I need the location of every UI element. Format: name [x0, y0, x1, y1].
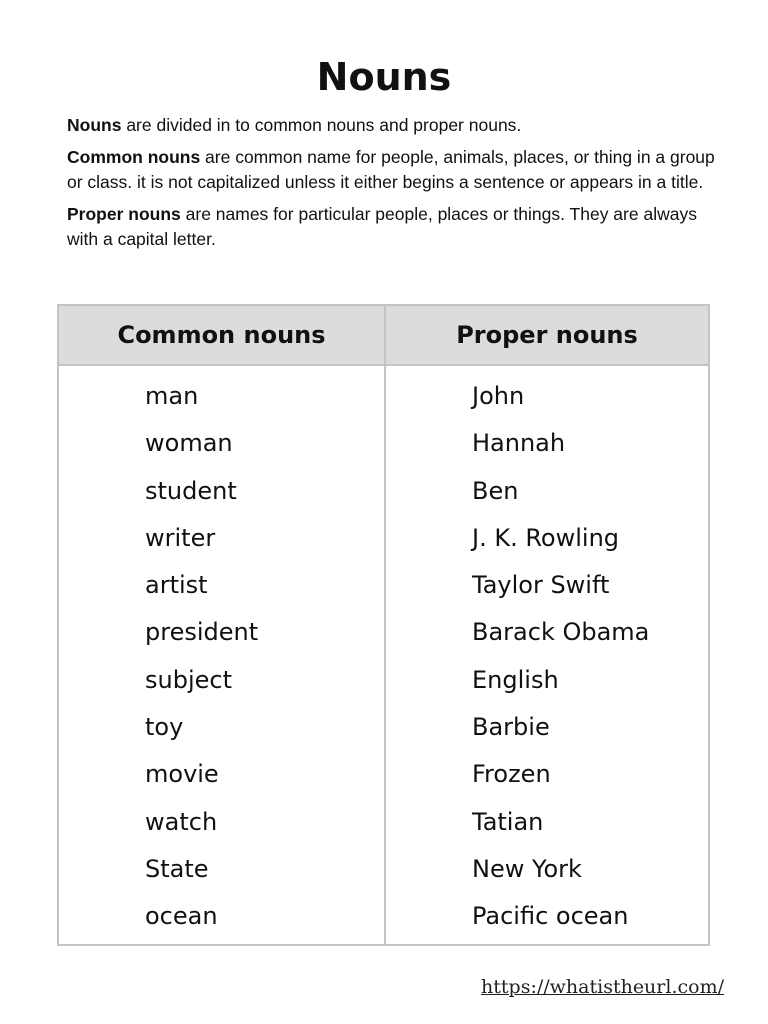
- common-nouns-column: [145, 376, 258, 944]
- proper-noun-item: Barack Obama: [472, 618, 650, 647]
- term-proper-nouns: Proper nouns: [67, 203, 181, 224]
- proper-noun-item: Barbie: [472, 713, 550, 742]
- common-noun-item: watch: [145, 807, 218, 836]
- proper-noun-item: Tatian: [472, 807, 544, 836]
- common-noun-item: toy: [145, 713, 184, 742]
- footer-url-link[interactable]: https://whatistheurl.com/: [481, 976, 724, 998]
- term-nouns: Nouns: [67, 115, 122, 135]
- page-title: Nouns: [316, 55, 452, 99]
- common-noun-item: State: [145, 854, 209, 883]
- proper-noun-item: J. K. Rowling: [472, 523, 620, 552]
- intro-text: [67, 113, 727, 259]
- proper-noun-item: Taylor Swift: [472, 571, 610, 600]
- proper-noun-item: John: [472, 382, 525, 410]
- proper-noun-item: English: [472, 665, 559, 694]
- intro-paragraph-nouns: [67, 113, 727, 139]
- common-noun-item: movie: [145, 760, 219, 789]
- common-noun-item: writer: [145, 523, 216, 552]
- nouns-table: [57, 304, 710, 946]
- common-noun-item: subject: [145, 665, 232, 694]
- definition-nouns: are divided in to common nouns and proper nouns.: [121, 115, 522, 135]
- common-noun-item: ocean: [145, 902, 218, 931]
- proper-noun-item: Ben: [472, 476, 519, 505]
- header-proper-nouns: Proper nouns: [456, 321, 638, 349]
- common-noun-item: woman: [145, 429, 233, 458]
- proper-nouns-column: [472, 376, 649, 944]
- common-noun-item: student: [145, 476, 237, 505]
- header-common-nouns: Common nouns: [117, 321, 326, 349]
- common-noun-item: artist: [145, 571, 208, 600]
- proper-noun-item: Frozen: [472, 760, 551, 789]
- intro-paragraph-proper: [67, 202, 727, 253]
- term-common-nouns: Common nouns: [67, 146, 201, 167]
- common-noun-item: president: [145, 618, 259, 647]
- definition-proper-nouns: are names for particular people, places or things. They are always with a capital letter.: [67, 203, 697, 249]
- column-divider: [384, 306, 386, 944]
- common-noun-item: man: [145, 382, 199, 410]
- proper-noun-item: Pacific ocean: [472, 902, 629, 931]
- proper-noun-item: New York: [472, 854, 582, 883]
- proper-noun-item: Hannah: [472, 429, 566, 458]
- definition-common-nouns: are common name for people, animals, places, or thing in a group or class. it is not capitalized unless it either begins a sentence or appears in a title.: [67, 146, 715, 192]
- intro-paragraph-common: [67, 145, 727, 196]
